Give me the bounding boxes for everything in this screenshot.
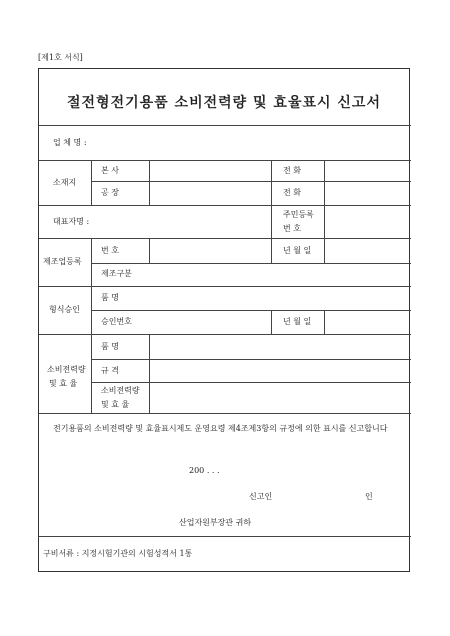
power-label: 및 효 율 [101,400,130,409]
declaration-statement: 전기용품의 소비전력량 및 효율표시제도 운영요령 제4조제3항의 규정에 의한 표시를 신고합니다 [53,424,388,433]
date-line: 200 . . . [189,466,220,475]
attachment-note: 구비서류 : 지정시험기관의 시험성적서 1통 [43,549,193,558]
form-frame [38,68,410,572]
representative-label: 대표자명 : [53,217,90,226]
mfg-category-label: 제조구분 [101,269,132,278]
resident-number-label: 번 호 [283,224,301,233]
head-office-label: 본 사 [101,166,119,175]
divider [324,238,325,263]
phone-label: 전 화 [283,188,301,197]
divider [271,160,272,238]
form-number: [제1호 서식] [38,53,83,62]
divider [39,286,411,287]
divider [39,125,411,126]
number-label: 번 호 [101,246,119,255]
power-label: 소비전력량 [101,386,140,395]
divider [39,536,411,537]
divider [91,310,411,311]
divider [39,238,411,239]
power-efficiency-label: 및 효 율 [49,379,78,388]
mfg-registration-label: 제조업등록 [43,257,82,266]
seal-mark: 인 [365,492,373,501]
divider [91,263,411,264]
divider [39,205,411,206]
form-title: 절전형전기용품 소비전력량 및 효율표시 신고서 [67,95,381,111]
divider [91,359,411,360]
divider [91,160,92,205]
date-label: 년 월 일 [283,317,312,326]
divider [39,413,411,414]
factory-label: 공 장 [101,188,119,197]
date-label: 년 월 일 [283,246,312,255]
divider [91,382,411,383]
location-label: 소재지 [53,178,77,187]
divider [149,238,150,263]
spec-label: 규 격 [101,366,119,375]
power-efficiency-label: 소비전력량 [47,365,86,374]
approval-number-label: 승인번호 [101,317,132,326]
divider [149,334,150,413]
product-name-label: 품 명 [101,342,119,351]
product-name-label: 품 명 [101,293,119,302]
divider [324,310,325,334]
divider [324,160,325,238]
resident-number-label: 주민등록 [283,210,314,219]
divider [91,238,92,413]
divider [149,160,150,205]
type-approval-label: 형식승인 [49,305,80,314]
applicant-label: 신고인 [249,492,273,501]
divider [39,160,411,161]
divider [39,334,411,335]
recipient-line: 산업자원부장관 귀하 [179,518,252,527]
divider [271,310,272,334]
divider [271,238,272,263]
phone-label: 전 화 [283,166,301,175]
business-name-label: 업 체 명 : [53,138,87,147]
divider [91,181,411,182]
